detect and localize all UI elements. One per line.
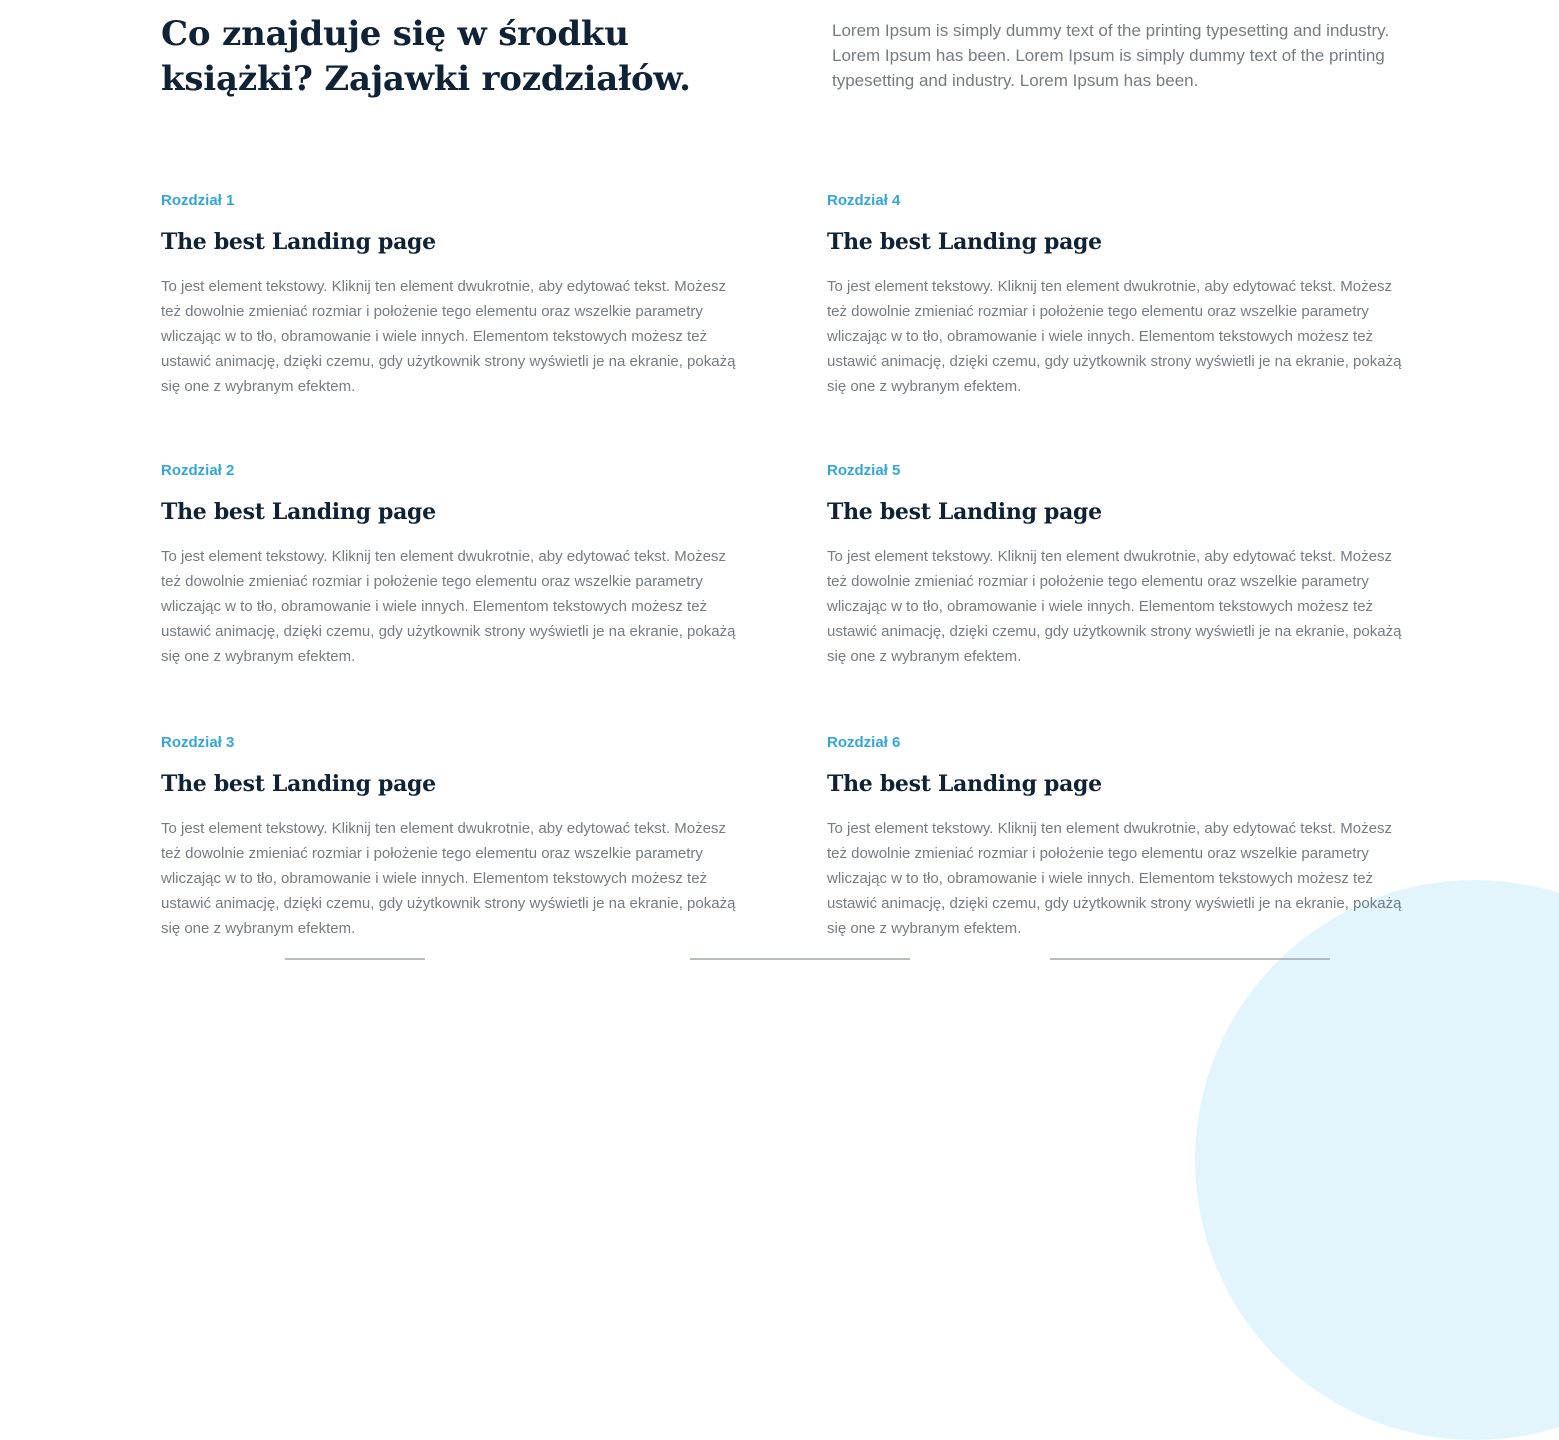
- chapter-title: The best Landing page: [827, 499, 1102, 525]
- chapter-label: Rozdział 5: [827, 462, 901, 479]
- chapter-description: To jest element tekstowy. Kliknij ten element dwukrotnie, aby edytować tekst. Możesz też dowolnie zmieniać rozmiar i położenie tego elementu oraz wszelkie parametry wliczając w to tło, obramowanie i wiele innych. Elementom tekstowych możesz też ustawić animację, dzięki czemu, gdy użytkownik strony wyświetli je na ekranie, pokażą się one z wybranym efektem.: [827, 548, 1402, 665]
- chapter-description: To jest element tekstowy. Kliknij ten element dwukrotnie, aby edytować tekst. Możesz też dowolnie zmieniać rozmiar i położenie tego elementu oraz wszelkie parametry wliczając w to tło, obramowanie i wiele innych. Elementom tekstowych możesz też ustawić animację, dzięki czemu, gdy użytkownik strony wyświetli je na ekranie, pokażą się one z wybranym efektem.: [161, 278, 736, 395]
- chapter-label: Rozdział 2: [161, 462, 235, 479]
- chapter-card-2: [161, 461, 741, 669]
- chapter-title: The best Landing page: [827, 229, 1102, 255]
- chapter-description: To jest element tekstowy. Kliknij ten element dwukrotnie, aby edytować tekst. Możesz też dowolnie zmieniać rozmiar i położenie tego elementu oraz wszelkie parametry wliczając w to tło, obramowanie i wiele innych. Elementom tekstowych możesz też ustawić animację, dzięki czemu, gdy użytkownik strony wyświetli je na ekranie, pokażą się one z wybranym efektem.: [827, 820, 1402, 937]
- chapter-card-6: [827, 733, 1407, 941]
- chapter-description: To jest element tekstowy. Kliknij ten element dwukrotnie, aby edytować tekst. Możesz też dowolnie zmieniać rozmiar i położenie tego elementu oraz wszelkie parametry wliczając w to tło, obramowanie i wiele innych. Elementom tekstowych możesz też ustawić animację, dzięki czemu, gdy użytkownik strony wyświetli je na ekranie, pokażą się one z wybranym efektem.: [827, 278, 1402, 395]
- cut-off-text: [1050, 958, 1330, 960]
- chapter-title: The best Landing page: [161, 229, 436, 255]
- chapter-card-5: [827, 461, 1407, 669]
- chapter-label: Rozdział 4: [827, 192, 901, 209]
- page-title: Co znajduje się w środku książki? Zajawki rozdziałów.: [161, 14, 691, 99]
- chapter-label: Rozdział 6: [827, 734, 901, 751]
- chapter-label: Rozdział 1: [161, 192, 235, 209]
- cut-off-text: [285, 958, 425, 960]
- chapter-description: To jest element tekstowy. Kliknij ten element dwukrotnie, aby edytować tekst. Możesz też dowolnie zmieniać rozmiar i położenie tego elementu oraz wszelkie parametry wliczając w to tło, obramowanie i wiele innych. Elementom tekstowych możesz też ustawić animację, dzięki czemu, gdy użytkownik strony wyświetli je na ekranie, pokażą się one z wybranym efektem.: [161, 820, 736, 937]
- cut-off-text: [690, 958, 910, 960]
- chapter-title: The best Landing page: [827, 771, 1102, 797]
- chapter-card-1: [161, 191, 741, 399]
- chapter-card-4: [827, 191, 1407, 399]
- next-section-peek: [0, 956, 1559, 962]
- decorative-circle: [1195, 880, 1559, 1440]
- chapter-title: The best Landing page: [161, 499, 436, 525]
- chapter-label: Rozdział 3: [161, 734, 235, 751]
- intro-text: Lorem Ipsum is simply dummy text of the printing typesetting and industry. Lorem Ipsum has been. Lorem Ipsum is simply dummy text of the printing typesetting and industry. Lorem Ipsum has been.: [832, 21, 1390, 90]
- chapter-card-3: [161, 733, 741, 941]
- chapter-title: The best Landing page: [161, 771, 436, 797]
- chapter-description: To jest element tekstowy. Kliknij ten element dwukrotnie, aby edytować tekst. Możesz też dowolnie zmieniać rozmiar i położenie tego elementu oraz wszelkie parametry wliczając w to tło, obramowanie i wiele innych. Elementom tekstowych możesz też ustawić animację, dzięki czemu, gdy użytkownik strony wyświetli je na ekranie, pokażą się one z wybranym efektem.: [161, 548, 736, 665]
